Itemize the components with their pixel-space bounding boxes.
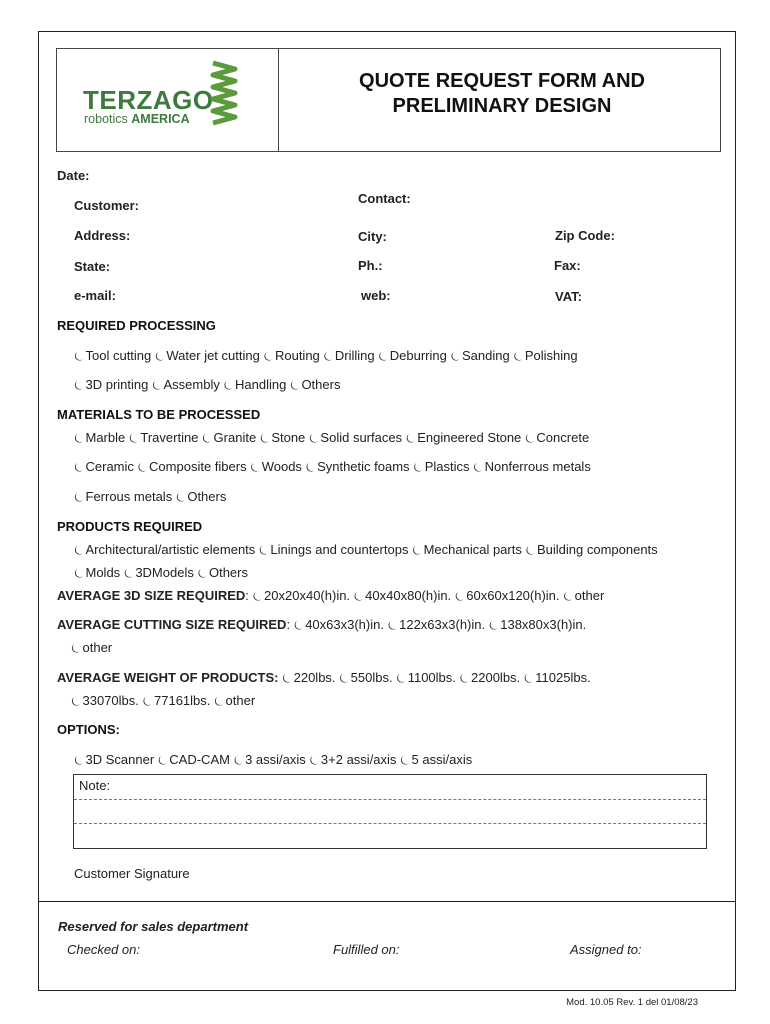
weight-options [282,670,591,685]
assigned-to-label: Assigned to: [570,942,642,957]
checkbox-icon[interactable]: ⏾ [74,431,84,445]
checkbox-icon[interactable]: ⏾ [289,378,300,392]
checkbox-option[interactable] [323,348,374,363]
weight-label: AVERAGE WEIGHT OF PRODUCTS: [57,670,279,685]
checkbox-icon[interactable]: ⏾ [74,378,84,392]
processing-row [74,377,340,393]
checkbox-icon[interactable]: ⏾ [152,378,162,392]
note-line [74,823,706,824]
date-label: Date: [57,168,90,183]
size3d-options [253,588,605,603]
web-label: web: [361,288,391,303]
checked-on-label: Checked on: [67,942,140,957]
products-row [74,542,658,558]
checkbox-label: Others [187,489,227,504]
checkbox-option[interactable] [158,752,230,767]
checkbox-option[interactable] [412,542,522,557]
checkbox-label: Tool cutting [85,348,152,363]
checkbox-icon[interactable]: ⏾ [525,543,535,557]
checkbox-icon[interactable]: ⏾ [137,460,148,474]
checkbox-option[interactable] [71,693,139,708]
checkbox-icon[interactable]: ⏾ [339,671,349,685]
checkbox-icon[interactable]: ⏾ [488,618,499,632]
processing-title: REQUIRED PROCESSING [57,318,216,333]
sales-title: Reserved for sales department [58,919,249,934]
form-title: QUOTE REQUEST FORM AND PRELIMINARY DESIGN [359,70,645,117]
checkbox-label: 3DModels [135,565,194,580]
options-row [74,752,472,768]
checkbox-icon[interactable]: ⏾ [353,589,364,603]
checkbox-label: 2200lbs. [471,670,521,685]
checkbox-label: Ferrous metals [85,489,173,504]
checkbox-label: 77161lbs. [154,693,211,708]
weight-row [57,670,591,686]
checkbox-option[interactable] [450,348,509,363]
checkbox-option[interactable] [234,752,306,767]
checkbox-label: 3D Scanner [85,752,155,767]
materials-row [74,459,591,475]
checkbox-label: Concrete [536,430,590,445]
checkbox-icon[interactable]: ⏾ [157,753,168,767]
checkbox-option[interactable] [74,430,125,445]
checkbox-icon[interactable]: ⏾ [524,431,535,445]
checkbox-option[interactable] [563,588,604,603]
checkbox-option[interactable] [354,588,452,603]
checkbox-label: Solid surfaces [320,430,403,445]
checkbox-icon[interactable]: ⏾ [378,349,388,363]
company-logo [57,49,279,151]
checkbox-option[interactable] [406,430,522,445]
checkbox-label: 5 assi/axis [411,752,473,767]
checkbox-icon[interactable]: ⏾ [258,543,269,557]
checkbox-option[interactable] [197,565,248,580]
checkbox-icon[interactable]: ⏾ [202,431,212,445]
checkbox-label: 20x20x40(h)in. [264,588,351,603]
checkbox-icon[interactable]: ⏾ [396,671,406,685]
checkbox-option[interactable] [525,430,589,445]
cutting-label: AVERAGE CUTTING SIZE REQUIRED [57,617,287,632]
checkbox-option[interactable] [74,752,154,767]
form-revision: Mod. 10.05 Rev. 1 del 01/08/23 [566,997,698,1008]
checkbox-option[interactable] [152,377,220,392]
checkbox-option[interactable] [74,348,151,363]
checkbox-option[interactable] [138,459,247,474]
state-label: State: [74,259,111,274]
checkbox-option[interactable] [489,617,587,632]
email-label: e-mail: [74,288,116,303]
checkbox-option[interactable] [155,348,260,363]
divider [38,901,736,902]
cutting-other[interactable]: ⏾ other [71,640,113,655]
checkbox-label: Water jet cutting [166,348,260,363]
checkbox-option[interactable] [378,348,447,363]
size3d-row: AVERAGE 3D SIZE REQUIRED: ⏾ 20x20x40(h)in. ⏾ 40x40x80(h)in. ⏾ 60x60x120(h)in. ⏾ other [57,588,605,603]
checkbox-label: Woods [261,459,302,474]
logo-wordmark: TERZAGO [83,85,214,115]
checkbox-option[interactable] [74,542,255,557]
checkbox-option[interactable] [74,459,134,474]
materials-title: MATERIALS TO BE PROCESSED [57,407,261,422]
checkbox-option[interactable] [306,459,410,474]
checkbox-icon[interactable]: ⏾ [387,618,398,632]
checkbox-label: 33070lbs. [82,693,139,708]
checkbox-option[interactable] [143,693,211,708]
checkbox-label: Deburring [389,348,447,363]
checkbox-label: Travertine [140,430,199,445]
form-header [56,48,721,152]
checkbox-label: 40x40x80(h)in. [365,588,452,603]
customer-label: Customer: [74,198,140,213]
weight-row-2 [71,693,255,709]
checkbox-icon[interactable]: ⏾ [523,671,534,685]
checkbox-label: 3+2 assi/axis [320,752,397,767]
checkbox-label: Sanding [461,348,510,363]
checkbox-label: Stone [271,430,306,445]
checkbox-icon[interactable]: ⏾ [214,694,224,708]
checkbox-icon[interactable]: ⏾ [74,566,84,580]
checkbox-icon[interactable]: ⏾ [128,431,139,445]
checkbox-label: Engineered Stone [417,430,522,445]
checkbox-icon[interactable]: ⏾ [74,460,84,474]
checkbox-option[interactable] [513,348,577,363]
checkbox-label: Routing [274,348,320,363]
checkbox-label: 11025lbs. [535,670,591,685]
processing-row [74,348,578,364]
checkbox-icon[interactable]: ⏾ [412,543,422,557]
checkbox-label: 220lbs. [293,670,336,685]
checkbox-icon[interactable]: ⏾ [308,431,319,445]
checkbox-option[interactable] [339,670,392,685]
checkbox-icon[interactable]: ⏾ [233,753,244,767]
checkbox-label: 550lbs. [350,670,393,685]
note-field[interactable] [73,774,707,849]
checkbox-icon[interactable]: ⏾ [282,671,292,685]
checkbox-option[interactable] [525,542,657,557]
checkbox-icon[interactable]: ⏾ [252,589,263,603]
checkbox-option[interactable] [74,565,120,580]
size3d-label: AVERAGE 3D SIZE REQUIRED [57,588,246,603]
checkbox-icon[interactable]: ⏾ [197,566,207,580]
checkbox-option[interactable] [309,430,402,445]
checkbox-label: Marble [85,430,126,445]
address-label: Address: [74,228,131,243]
checkbox-icon[interactable]: ⏾ [459,671,470,685]
checkbox-label: 60x60x120(h)in. [466,588,560,603]
checkbox-option[interactable] [74,489,172,504]
checkbox-icon[interactable]: ⏾ [513,349,523,363]
zip-label: Zip Code: [555,228,615,243]
checkbox-label: Granite [213,430,257,445]
checkbox-icon[interactable]: ⏾ [71,694,81,708]
checkbox-option[interactable] [460,670,521,685]
vat-label: VAT: [555,289,582,304]
cutting-row: AVERAGE CUTTING SIZE REQUIRED: ⏾ 40x63x3(h)in. ⏾ 122x63x3(h)in. ⏾ 138x80x3(h)in. [57,617,587,632]
checkbox-icon[interactable]: ⏾ [305,460,316,474]
cutting-options [294,617,587,632]
checkbox-icon[interactable]: ⏾ [563,589,573,603]
products-row [74,565,248,581]
note-line [74,799,706,800]
checkbox-label: Composite fibers [149,459,247,474]
checkbox-option[interactable] [388,617,486,632]
checkbox-label: Mechanical parts [423,542,522,557]
checkbox-option[interactable] [455,588,560,603]
checkbox-option[interactable] [74,377,148,392]
checkbox-label: Assembly [163,377,220,392]
checkbox-icon[interactable]: ⏾ [74,543,84,557]
checkbox-option[interactable] [260,430,305,445]
checkbox-option[interactable] [294,617,384,632]
checkbox-label: Molds [85,565,121,580]
checkbox-label: other [225,693,256,708]
checkbox-icon[interactable]: ⏾ [413,460,423,474]
checkbox-label: Nonferrous metals [484,459,591,474]
note-label: Note: [79,778,111,793]
checkbox-option[interactable] [176,489,227,504]
checkbox-option[interactable] [223,377,286,392]
checkbox-icon[interactable]: ⏾ [154,349,165,363]
checkbox-label: Synthetic foams [317,459,410,474]
phone-label: Ph.: [358,258,383,273]
checkbox-option[interactable] [124,565,194,580]
checkbox-option[interactable] [524,670,591,685]
checkbox-icon[interactable]: ⏾ [263,349,273,363]
checkbox-icon[interactable]: ⏾ [454,589,465,603]
checkbox-icon[interactable]: ⏾ [142,694,153,708]
checkbox-label: Handling [234,377,287,392]
checkbox-icon[interactable]: ⏾ [223,378,233,392]
checkbox-option[interactable] [282,670,335,685]
checkbox-label: Others [208,565,248,580]
checkbox-option[interactable] [253,588,351,603]
checkbox-icon[interactable]: ⏾ [450,349,460,363]
checkbox-label: Ceramic [85,459,134,474]
checkbox-label: 122x63x3(h)in. [399,617,486,632]
materials-row [74,489,226,505]
checkbox-icon[interactable]: ⏾ [293,618,304,632]
checkbox-label: 1100lbs. [407,670,456,685]
checkbox-icon[interactable]: ⏾ [259,431,270,445]
materials-row [74,430,589,446]
checkbox-option[interactable] [413,459,469,474]
checkbox-option[interactable] [259,542,409,557]
checkbox-icon[interactable]: ⏾ [74,349,84,363]
checkbox-option[interactable] [250,459,302,474]
checkbox-icon[interactable]: ⏾ [250,460,260,474]
checkbox-icon[interactable]: ⏾ [405,431,416,445]
checkbox-option[interactable] [214,693,255,708]
options-title: OPTIONS: [57,722,120,737]
checkbox-icon[interactable]: ⏾ [74,490,84,504]
checkbox-label: Building components [536,542,658,557]
checkbox-icon[interactable]: ⏾ [309,753,319,767]
checkbox-label: Others [301,377,341,392]
checkbox-label: 3 assi/axis [245,752,306,767]
checkbox-icon[interactable]: ⏾ [74,753,84,767]
checkbox-icon[interactable]: ⏾ [123,566,134,580]
logo-subtitle: robotics AMERICA [84,112,190,126]
checkbox-label: other [574,588,605,603]
contact-label: Contact: [358,191,411,206]
checkbox-label: Plastics [424,459,470,474]
checkbox-option[interactable] [290,377,341,392]
checkbox-label: 138x80x3(h)in. [500,617,587,632]
products-title: PRODUCTS REQUIRED [57,519,203,534]
checkbox-option[interactable] [396,670,456,685]
city-label: City: [358,229,387,244]
checkbox-label: 3D printing [85,377,149,392]
checkbox-icon[interactable]: ⏾ [400,753,410,767]
checkbox-label: Polishing [524,348,578,363]
fulfilled-on-label: Fulfilled on: [333,942,400,957]
checkbox-label: 40x63x3(h)in. [305,617,384,632]
checkbox-option[interactable] [129,430,199,445]
checkbox-label: Drilling [334,348,375,363]
checkbox-label: Linings and countertops [270,542,409,557]
checkbox-option[interactable] [400,752,472,767]
checkbox-option[interactable] [263,348,319,363]
checkbox-option[interactable] [202,430,256,445]
checkbox-icon[interactable]: ⏾ [323,349,333,363]
checkbox-option[interactable] [309,752,396,767]
checkbox-icon[interactable]: ⏾ [473,460,483,474]
checkbox-label: Architectural/artistic elements [85,542,256,557]
checkbox-option[interactable] [473,459,591,474]
signature-label: Customer Signature [74,866,190,881]
checkbox-icon[interactable]: ⏾ [175,490,186,504]
fax-label: Fax: [554,258,581,273]
checkbox-label: CAD-CAM [169,752,230,767]
spring-logo-icon [205,59,245,131]
